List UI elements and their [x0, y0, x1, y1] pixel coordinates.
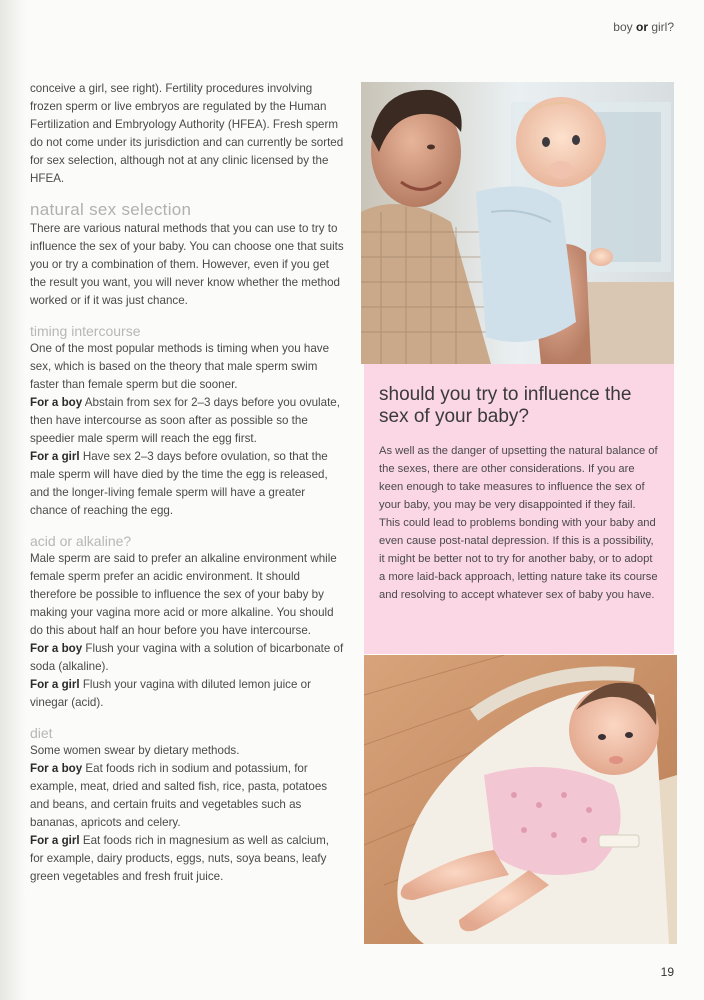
acid-girl-text: Flush your vagina with diluted lemon juice or vinegar (acid). [30, 678, 311, 709]
diet-paragraph: Some women swear by dietary methods. [30, 744, 240, 757]
natural-sex-selection-heading: natural sex selection [30, 200, 192, 219]
timing-paragraph: One of the most popular methods is timing when you have sex, which is based on the theory that male sperm swim faster than female sperm but die sooner. [30, 342, 330, 391]
father-and-baby-photo [361, 82, 674, 364]
father-and-baby-illustration [361, 82, 674, 364]
running-head-bold: or [635, 20, 648, 34]
timing-boy-paragraph [30, 394, 345, 448]
running-head-before: boy [613, 20, 636, 34]
timing-boy-label: For a boy [30, 396, 83, 409]
diet-heading: diet [30, 725, 53, 741]
timing-girl-label: For a girl [30, 450, 80, 463]
baby-in-bouncer-illustration [364, 655, 677, 944]
timing-girl-paragraph [30, 448, 345, 520]
acid-boy-text: Flush your vagina with a solution of bicarbonate of soda (alkaline). [30, 642, 344, 673]
timing-heading: timing intercourse [30, 323, 141, 339]
diet-girl-text: Eat foods rich in magnesium as well as calcium, for example, dairy products, eggs, nuts, soya beans, leafy green vegetables and fresh fruit juice. [30, 834, 329, 883]
diet-girl-paragraph [30, 832, 345, 886]
page-gutter-shadow [0, 0, 26, 1000]
diet-boy-paragraph [30, 760, 345, 832]
left-column [30, 80, 345, 886]
diet-boy-text: Eat foods rich in sodium and potassium, for example, meat, dried and salted fish, rice, pasta, potatoes and beans, and certain fruits and vegetables such as bananas, apricots and celery. [30, 762, 328, 829]
diet-girl-label: For a girl [30, 834, 80, 847]
timing-girl-text: Have sex 2–3 days before ovulation, so that the male sperm will have died by the time the egg is released, and the longer-living female sperm will have a greater chance of reaching the egg. [30, 450, 328, 517]
running-head-after: girl? [647, 20, 674, 34]
natural-paragraph: There are various natural methods that you can use to try to influence the sex of your baby. You can choose one that suits you or try a combination of them. However, even if you get the result you want, you will never know whether the method worked or if it was just chance. [30, 222, 344, 307]
acid-boy-paragraph [30, 640, 345, 676]
running-head [613, 20, 674, 34]
acid-alkaline-heading: acid or alkaline? [30, 533, 132, 549]
page-number: 19 [660, 965, 674, 979]
acid-girl-label: For a girl [30, 678, 80, 691]
box-title: should you try to influence the sex of your baby? [379, 384, 632, 427]
acid-girl-paragraph [30, 676, 345, 712]
acid-boy-label: For a boy [30, 642, 83, 655]
acid-paragraph: Male sperm are said to prefer an alkaline environment while female sperm prefer an acidic environment. It should therefore be possible to influence the sex of your baby by making your vagina more acid or more alkaline. You should do this about half an hour before you have intercourse. [30, 552, 337, 637]
intro-paragraph: conceive a girl, see right). Fertility procedures involving frozen sperm or live embryos are regulated by the Human Fertilization and Embryology Authority (HFEA). Fresh sperm do not come under its jurisdiction and can currently be sorted for sex selection, although not at any clinic licensed by the HFEA. [30, 82, 344, 185]
baby-in-bouncer-photo [364, 655, 677, 944]
pink-sidebar-box [364, 364, 674, 654]
timing-boy-text: Abstain from sex for 2–3 days before you ovulate, then have intercourse as soon after as possible so the speedier male sperm will reach the egg first. [30, 396, 340, 445]
diet-boy-label: For a boy [30, 762, 83, 775]
box-text: As well as the danger of upsetting the natural balance of the sexes, there are other considerations. If you are keen enough to take measures to influence the sex of your baby, you may be very disappointed if they fail. This could lead to problems bonding with your baby and even cause post-natal depression. If this is a possibility, it might be better not to try for another baby, or to adopt a more laid-back approach, letting nature take its course and resolving to accept whatever sex of baby you have. [379, 445, 658, 601]
